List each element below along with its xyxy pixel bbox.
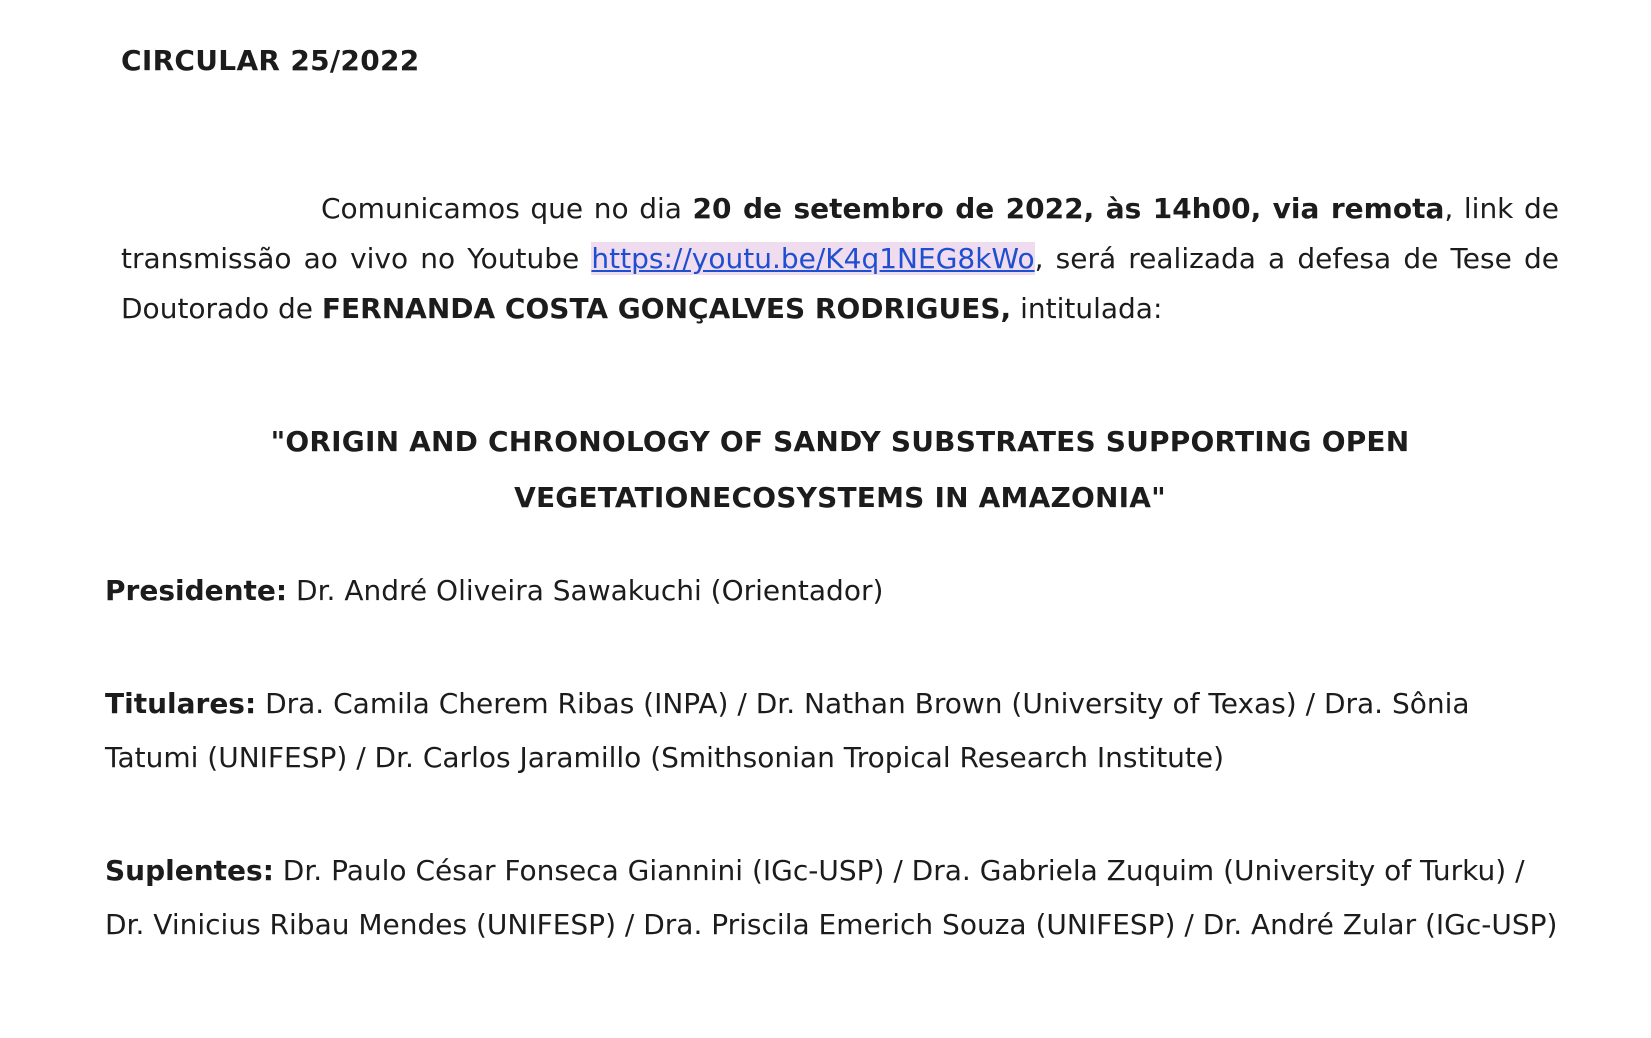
titulares-label: Titulares: bbox=[105, 687, 257, 720]
presidente-text: Dr. André Oliveira Sawakuchi (Orientador) bbox=[287, 574, 884, 607]
suplentes-label: Suplentes: bbox=[105, 854, 274, 887]
suplentes-section bbox=[105, 844, 1565, 952]
intro-text-3: , será realizada a defesa de Tese de Doutorado de bbox=[121, 242, 1559, 325]
presidente-label: Presidente: bbox=[105, 574, 288, 607]
thesis-title-line-2: VEGETATIONECOSYSTEMS IN AMAZONIA" bbox=[514, 481, 1166, 514]
thesis-title bbox=[121, 414, 1559, 526]
intro-text-4: intitulada: bbox=[1011, 292, 1163, 325]
thesis-title-line-1: "ORIGIN AND CHRONOLOGY OF SANDY SUBSTRATES SUPPORTING OPEN bbox=[270, 425, 1410, 458]
intro-text-1: Comunicamos que no dia bbox=[321, 192, 693, 225]
titulares-text: Dra. Camila Cherem Ribas (INPA) / Dr. Nathan Brown (University of Texas) / Dra. Sônia Tatumi (UNIFESP) / Dr. Carlos Jaramillo (Smithsonian Tropical Research Institute) bbox=[105, 687, 1470, 774]
youtube-link[interactable]: https://youtu.be/K4q1NEG8kWo bbox=[591, 242, 1035, 275]
suplentes-text: Dr. Paulo César Fonseca Giannini (IGc-USP) / Dra. Gabriela Zuquim (University of Turku) / Dr. Vinicius Ribau Mendes (UNIFESP) / Dra. Priscila Emerich Souza (UNIFESP) / Dr. André Zular (IGc-USP) bbox=[105, 854, 1558, 941]
presidente-section bbox=[105, 564, 1565, 618]
circular-number: CIRCULAR 25/2022 bbox=[121, 44, 420, 77]
candidate-name: FERNANDA COSTA GONÇALVES RODRIGUES, bbox=[321, 292, 1012, 325]
intro-paragraph bbox=[121, 184, 1559, 334]
intro-date: 20 de setembro de 2022, às 14h00, via remota bbox=[692, 192, 1445, 225]
titulares-section bbox=[105, 677, 1565, 785]
intro-text-2: , link de transmissão ao vivo no Youtube bbox=[121, 192, 1560, 275]
